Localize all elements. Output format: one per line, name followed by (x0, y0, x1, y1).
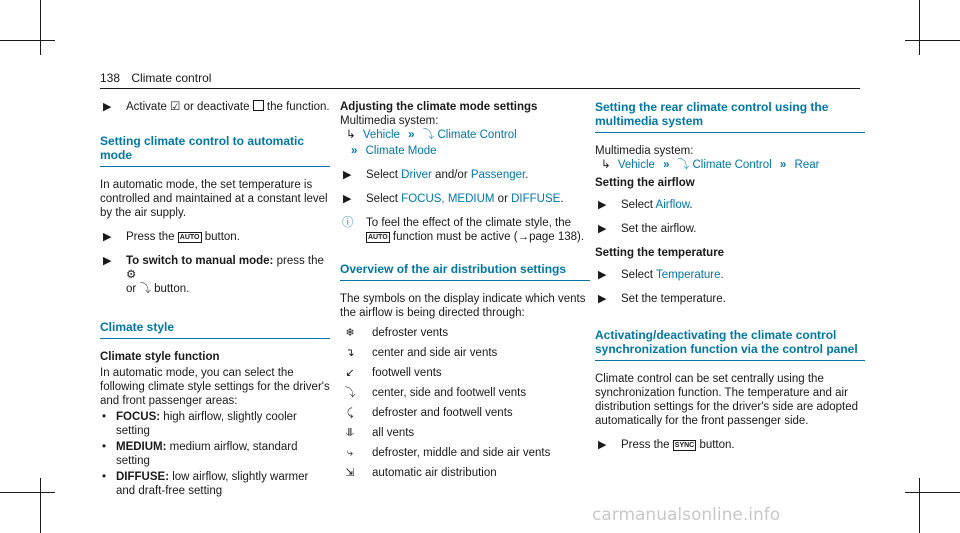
bullet-icon: • (102, 411, 107, 423)
section-rule (595, 132, 865, 133)
checkbox-checked-icon: ☑ (170, 101, 181, 113)
paragraph: Multimedia system: (340, 115, 439, 127)
section-title: Setting the rear climate control using the multimedia system (595, 100, 829, 128)
subheading: Climate style function (100, 351, 220, 363)
paragraph: Climate control can be set centrally using the synchronization function. The temperature and air distribution settings for the driver's side are adopted automatically for the front passenger side. (595, 373, 859, 427)
text: button. (699, 439, 735, 451)
step-arrow-icon: ▶ (598, 269, 607, 281)
defroster-vents-icon: ❄ (345, 327, 355, 339)
symbol-row (340, 346, 590, 360)
sync-button-icon: SYNC (674, 442, 695, 449)
auto-distribution-icon: ⇲ (345, 467, 355, 479)
text: high airflow, slightly cooler setting (116, 411, 297, 437)
step-arrow-icon: ▶ (598, 439, 607, 451)
bullet-icon: • (102, 471, 107, 483)
section-title: Setting climate control to automatic mode (100, 134, 305, 162)
symbol-label: center, side and footwell vents (372, 387, 527, 399)
section-rule (100, 166, 330, 167)
text: MEDIUM (447, 193, 495, 205)
step-arrow-icon: ▶ (598, 223, 607, 235)
climate-icon: ⤵ (677, 159, 690, 171)
column-1 (100, 100, 330, 500)
text: or deactivate (183, 101, 250, 113)
symbol-row (340, 326, 590, 340)
menu-path-item: Climate Control (692, 159, 772, 171)
section-rule (340, 280, 590, 281)
paragraph: In automatic mode, you can select the following climate style settings for the driver's and front passenger areas: (100, 367, 330, 407)
crop-mark (905, 492, 960, 493)
text: Select (366, 169, 398, 181)
crop-mark (919, 0, 920, 55)
auto-button-icon: AUTO (179, 234, 200, 241)
list-item (100, 440, 330, 468)
section-rule (595, 360, 865, 361)
return-arrow-icon: ↳ (601, 159, 611, 171)
menu-path-item: Vehicle (362, 129, 400, 141)
text: Press the (126, 231, 175, 243)
air-distribution-button-icon: ⤵ (139, 283, 151, 295)
step-select-airflow (595, 198, 865, 212)
menu-path-item: Vehicle (617, 159, 655, 171)
paragraph: In automatic mode, the set temperature is controlled and maintained at a constant level by the air supply. (100, 179, 328, 219)
symbol-label: footwell vents (372, 367, 442, 379)
text: . (689, 199, 693, 211)
symbol-label: center and side air vents (372, 347, 498, 359)
bullet-icon: • (102, 441, 107, 453)
text: and/or (435, 169, 468, 181)
menu-path (595, 158, 865, 172)
climate-icon: ⤵ (422, 129, 435, 141)
menu-path (340, 128, 590, 142)
subheading: Adjusting the climate mode settings (340, 101, 538, 113)
header-rule (100, 88, 860, 89)
step-arrow-icon: ▶ (343, 169, 352, 181)
text: button. (204, 231, 240, 243)
watermark: carmanualsonline.info (592, 505, 781, 525)
text: MEDIUM: (116, 441, 167, 453)
step-arrow-icon: ▶ (103, 231, 112, 243)
crop-mark (0, 40, 55, 41)
step-arrow-icon: ▶ (598, 199, 607, 211)
crop-mark (905, 40, 960, 41)
subheading: Setting the airflow (595, 177, 695, 189)
symbol-row (340, 426, 590, 440)
symbol-row (340, 406, 590, 420)
step-select-temperature (595, 268, 865, 282)
symbol-label: all vents (372, 427, 415, 439)
text: Driver (401, 169, 432, 181)
defroster-middle-side-icon: ⤷ (346, 447, 354, 459)
center-side-vents-icon: ↴ (345, 347, 355, 359)
menu-path-item: Climate Control (437, 129, 517, 141)
step-select-driver (340, 168, 590, 182)
text: DIFFUSE (511, 193, 561, 205)
menu-path-item: Rear (794, 159, 820, 171)
step-manual-mode (100, 254, 330, 296)
section-title: Activating/deactivating the climate control synchronization function via the control panel (595, 328, 858, 356)
crop-mark (40, 478, 41, 533)
all-vents-icon: ⥥ (346, 427, 354, 439)
defroster-footwell-icon: ⤹ (346, 407, 354, 419)
text: To feel the effect of the climate style, the (366, 217, 571, 229)
chevron-double-icon: » (663, 159, 670, 171)
step-press-sync (595, 438, 865, 452)
fan-button-icon: ⚙ (126, 269, 137, 281)
text: Set the temperature. (621, 293, 726, 305)
text: FOCUS (401, 193, 442, 205)
text: DIFFUSE: (116, 471, 170, 483)
chevron-double-icon: » (779, 159, 787, 171)
text: Activate (126, 101, 167, 113)
section-title: Overview of the air distribution settings (340, 262, 567, 276)
menu-path (340, 144, 590, 158)
step-set-airflow (595, 222, 865, 236)
step-set-temperature (595, 292, 865, 306)
menu-path-item: Climate Mode (365, 145, 437, 157)
step-press-auto (100, 230, 330, 244)
info-icon: ⓘ (342, 217, 354, 229)
crop-mark (40, 0, 41, 55)
checkbox-empty-icon (253, 100, 264, 111)
section-title: Climate style (100, 320, 175, 334)
chevron-double-icon: » (408, 129, 415, 141)
column-2 (340, 100, 590, 486)
list-item (100, 410, 330, 438)
text: Set the airflow. (621, 223, 697, 235)
text: Press the (621, 439, 670, 451)
text: low airflow, slightly warmer and draft-free setting (116, 471, 309, 497)
text: Select (621, 199, 653, 211)
paragraph: The symbols on the display indicate which vents the airflow is being directed through: (340, 293, 586, 319)
text: or (126, 283, 137, 295)
auto-button-icon: AUTO (368, 234, 388, 241)
list-item (100, 470, 330, 498)
text: Select (366, 193, 398, 205)
info-note (340, 216, 590, 244)
text: Passenger (470, 169, 526, 181)
text: press the (276, 255, 324, 267)
symbol-row (340, 366, 590, 380)
return-arrow-icon: ↳ (346, 129, 356, 141)
text: Airflow (655, 199, 690, 211)
page-number: 138 (100, 71, 121, 85)
paragraph: Multimedia system: (595, 145, 694, 157)
subheading: Setting the temperature (595, 247, 725, 259)
symbol-label: defroster, middle and side air vents (372, 447, 551, 459)
page-header (100, 71, 211, 85)
symbol-label: defroster vents (372, 327, 449, 339)
symbol-row (340, 386, 590, 400)
crop-mark (919, 478, 920, 533)
crop-mark (0, 492, 55, 493)
text: . (720, 269, 724, 281)
center-side-footwell-icon: ⤵ (344, 387, 356, 399)
step-activate (100, 100, 330, 114)
text: To switch to manual mode: (126, 255, 274, 267)
step-select-style: ▶ Select FOCUS, MEDIUM or DIFFUSE. (343, 193, 564, 205)
text: button. (154, 283, 190, 295)
column-3 (595, 100, 865, 462)
text: FOCUS: (116, 411, 161, 423)
text: medium airflow, standard setting (116, 441, 298, 467)
text: . (560, 193, 564, 205)
text: the function. (266, 101, 330, 113)
symbol-row (340, 446, 590, 460)
section-rule (100, 338, 330, 339)
text: Select (621, 269, 653, 281)
step-arrow-icon: ▶ (103, 101, 112, 113)
symbol-label: automatic air distribution (372, 467, 497, 479)
symbol-row (340, 466, 590, 480)
step-arrow-icon: ▶ (598, 293, 607, 305)
symbol-label: defroster and footwell vents (372, 407, 513, 419)
text: page 138). (529, 231, 585, 243)
text: or (497, 193, 508, 205)
step-arrow-icon: ▶ (103, 255, 112, 267)
chevron-double-icon: » (351, 145, 358, 157)
step-arrow-icon: ▶ (343, 193, 352, 205)
text: function must be active ( (392, 231, 518, 243)
text: Temperature (655, 269, 721, 281)
text: . (525, 169, 529, 181)
page-title: Climate control (131, 71, 212, 85)
footwell-vents-icon: ↙ (345, 367, 355, 379)
arrow-ref-icon: → (517, 231, 530, 243)
